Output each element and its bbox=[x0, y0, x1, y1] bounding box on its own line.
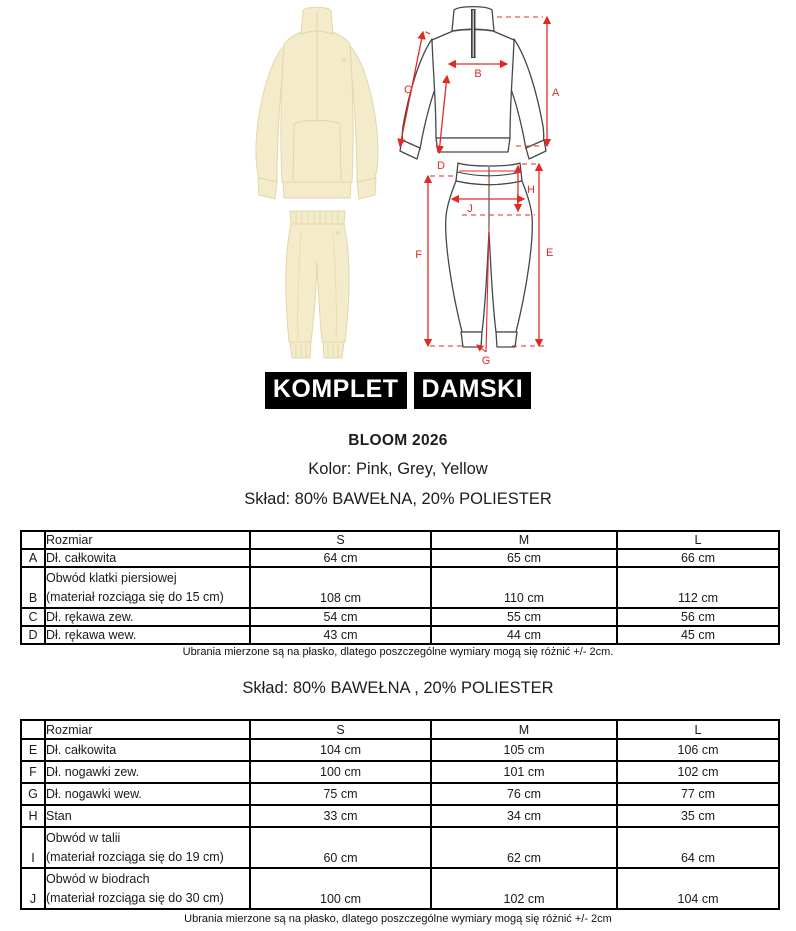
table-row bbox=[21, 549, 779, 567]
row-value: 60 cm bbox=[250, 827, 431, 868]
row-label bbox=[45, 868, 250, 909]
measure-label-i: I bbox=[487, 175, 491, 187]
measure-label-d: D bbox=[437, 160, 445, 172]
row-letter: C bbox=[21, 608, 45, 626]
row-value: 105 cm bbox=[431, 739, 617, 761]
measure-label-h: H bbox=[527, 184, 535, 196]
table-header-size: S bbox=[250, 531, 431, 549]
measure-label-a: A bbox=[552, 87, 560, 99]
page-title-word-1: KOMPLET bbox=[265, 372, 407, 409]
table-header-size: L bbox=[617, 720, 779, 739]
measure-label-j: J bbox=[467, 203, 473, 215]
row-letter: F bbox=[21, 761, 45, 783]
row-value: 35 cm bbox=[617, 805, 779, 827]
row-label-line2: (materiał rozciąga się do 30 cm) bbox=[46, 891, 224, 905]
table-header-name: Rozmiar bbox=[45, 531, 250, 549]
row-value: 112 cm bbox=[617, 567, 779, 608]
pants-diagram bbox=[415, 163, 553, 367]
composition-line-top: Skład: 80% BAWEŁNA, 20% POLIESTER bbox=[244, 490, 552, 508]
row-label-line2: (materiał rozciąga się do 19 cm) bbox=[46, 850, 224, 864]
row-value: 104 cm bbox=[617, 868, 779, 909]
row-label-line1: Obwód w talii bbox=[46, 831, 121, 846]
table-header-size: M bbox=[431, 531, 617, 549]
row-label bbox=[45, 549, 250, 567]
row-value: 100 cm bbox=[250, 868, 431, 909]
row-label-line2: (materiał rozciąga się do 15 cm) bbox=[46, 589, 224, 604]
composition-line-bottom: Skład: 80% BAWEŁNA , 20% POLIESTER bbox=[242, 679, 554, 697]
row-label-line1: Stan bbox=[46, 809, 72, 823]
table-row bbox=[21, 761, 779, 783]
row-value: 45 cm bbox=[617, 626, 779, 644]
row-value: 100 cm bbox=[250, 761, 431, 783]
row-label bbox=[45, 761, 250, 783]
table-header-row bbox=[21, 720, 779, 739]
table-row bbox=[21, 608, 779, 626]
row-value: 56 cm bbox=[617, 608, 779, 626]
size-table-pants bbox=[20, 719, 780, 910]
row-letter: G bbox=[21, 783, 45, 805]
page-title bbox=[0, 372, 796, 409]
measure-label-b: B bbox=[474, 68, 482, 80]
table-header-name: Rozmiar bbox=[45, 720, 250, 739]
measure-label-c: C bbox=[404, 84, 412, 96]
table-row bbox=[21, 827, 779, 868]
table-header-size: M bbox=[431, 720, 617, 739]
measure-label-f: F bbox=[415, 249, 422, 261]
sweatshirt-diagram bbox=[400, 7, 560, 172]
table-row bbox=[21, 739, 779, 761]
row-value: 75 cm bbox=[250, 783, 431, 805]
row-label bbox=[45, 739, 250, 761]
row-value: 106 cm bbox=[617, 739, 779, 761]
row-value: 54 cm bbox=[250, 608, 431, 626]
pants-photo bbox=[286, 211, 349, 358]
measurement-note-top: Ubrania mierzone są na płasko, dlatego poszczególne wymiary mogą się różnić +/- 2cm. bbox=[182, 646, 614, 658]
row-value: 104 cm bbox=[250, 739, 431, 761]
table-header-size: L bbox=[617, 531, 779, 549]
row-value: 55 cm bbox=[431, 608, 617, 626]
row-label bbox=[45, 567, 250, 608]
row-value: 64 cm bbox=[250, 549, 431, 567]
sweatshirt-photo bbox=[256, 7, 378, 199]
row-value: 64 cm bbox=[617, 827, 779, 868]
row-value: 62 cm bbox=[431, 827, 617, 868]
table-row bbox=[21, 805, 779, 827]
row-value: 33 cm bbox=[250, 805, 431, 827]
row-label-line1: Dł. całkowita bbox=[46, 743, 117, 757]
row-label bbox=[45, 805, 250, 827]
row-label bbox=[45, 783, 250, 805]
row-label bbox=[45, 626, 250, 644]
row-label bbox=[45, 827, 250, 868]
row-label-line1: Dł. nogawki wew. bbox=[46, 787, 142, 801]
row-label-line1: Dł. rękawa wew. bbox=[46, 627, 137, 642]
row-value: 77 cm bbox=[617, 783, 779, 805]
row-label-line1: Obwód klatki piersiowej bbox=[46, 571, 177, 585]
table-row bbox=[21, 783, 779, 805]
row-label-line1: Dł. całkowita bbox=[46, 551, 117, 565]
product-color-line: Kolor: Pink, Grey, Yellow bbox=[308, 460, 488, 478]
product-name: BLOOM 2026 bbox=[348, 432, 448, 449]
row-value: 34 cm bbox=[431, 805, 617, 827]
table-row bbox=[21, 868, 779, 909]
row-letter: A bbox=[21, 549, 45, 567]
row-label bbox=[45, 608, 250, 626]
table-row bbox=[21, 626, 779, 644]
row-letter: E bbox=[21, 739, 45, 761]
row-value: 102 cm bbox=[431, 868, 617, 909]
row-label-line1: Obwód w biodrach bbox=[46, 872, 150, 887]
page-title-word-2: DAMSKI bbox=[414, 372, 532, 409]
row-letter: J bbox=[21, 868, 45, 909]
table-header-size: S bbox=[250, 720, 431, 739]
row-value: 65 cm bbox=[431, 549, 617, 567]
row-value: 66 cm bbox=[617, 549, 779, 567]
table-header-letter bbox=[21, 531, 45, 549]
measure-label-g: G bbox=[481, 355, 491, 367]
row-value: 108 cm bbox=[250, 567, 431, 608]
row-value: 76 cm bbox=[431, 783, 617, 805]
table-row bbox=[21, 567, 779, 608]
row-value: 110 cm bbox=[431, 567, 617, 608]
row-letter: H bbox=[21, 805, 45, 827]
table-header-letter bbox=[21, 720, 45, 739]
size-table-sweatshirt bbox=[20, 530, 780, 645]
row-letter: I bbox=[21, 827, 45, 868]
row-value: 44 cm bbox=[431, 626, 617, 644]
row-value: 101 cm bbox=[431, 761, 617, 783]
row-value: 102 cm bbox=[617, 761, 779, 783]
row-label-line1: Dł. rękawa zew. bbox=[46, 609, 134, 624]
measurement-note-bottom: Ubrania mierzone są na płasko, dlatego poszczególne wymiary mogą się różnić +/- 2cm bbox=[184, 913, 612, 925]
row-value: 43 cm bbox=[250, 626, 431, 644]
row-label-line1: Dł. nogawki zew. bbox=[46, 765, 140, 779]
row-letter: B bbox=[21, 567, 45, 608]
table-header-row bbox=[21, 531, 779, 549]
row-letter: D bbox=[21, 626, 45, 644]
measure-label-e: E bbox=[546, 247, 554, 259]
hero-artwork bbox=[0, 0, 796, 372]
